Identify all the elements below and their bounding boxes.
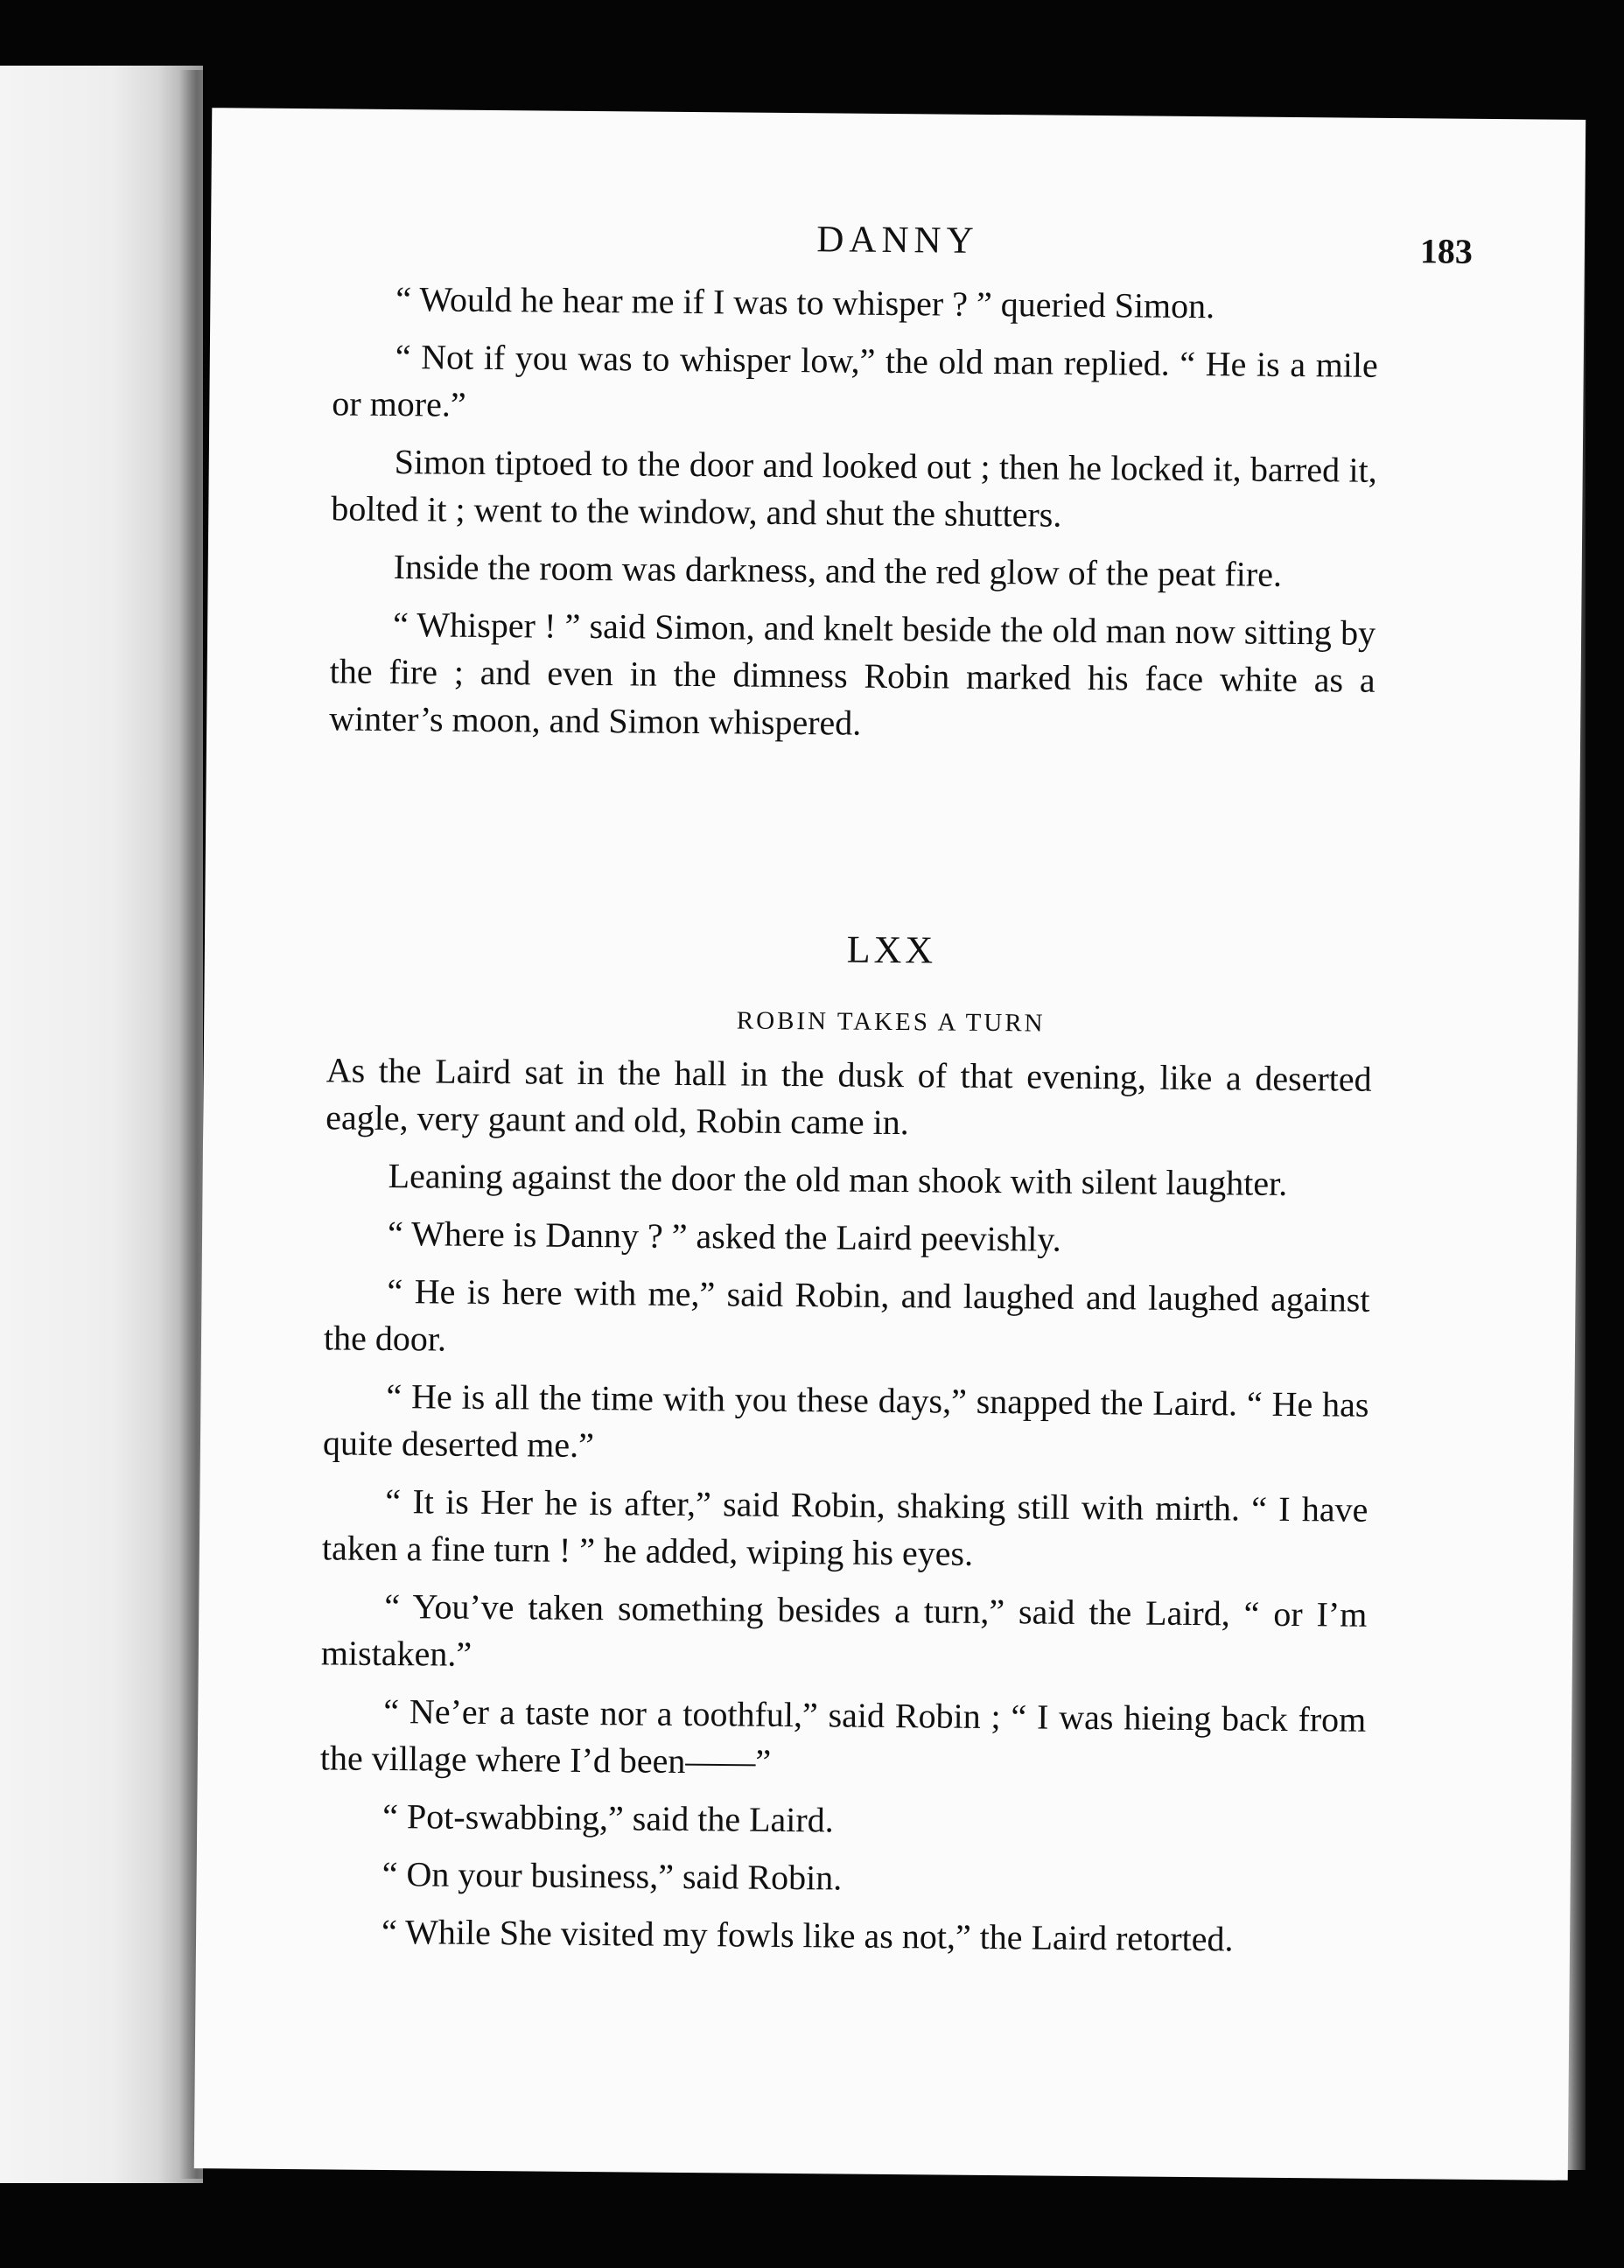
paragraph: As the Laird sat in the hall in the dusk of that evening, like a deserted eagle, very gaunt and old, Robin came in. — [326, 1050, 1372, 1143]
paragraph: “ Whisper ! ” said Simon, and knelt beside the old man now sitting by the fire ; and even in the dimness Robin marked his face white as a winter’s moon, and Simon whispered. — [329, 605, 1376, 743]
paragraph: Leaning against the door the old man shook with silent laughter. — [388, 1155, 1288, 1203]
paragraph: Simon tiptoed to the door and looked out ; then he locked it, barred it, bolted it ; went to the window, and shut the shutters. — [331, 442, 1377, 535]
paragraph: “ He is here with me,” said Robin, and laughed and laughed against the door. — [323, 1270, 1370, 1359]
paragraph: “ You’ve taken something besides a turn,” said the Laird, “ or I’m mistaken.” — [320, 1586, 1368, 1674]
paragraph: “ Not if you was to whisper low,” the old man replied. “ He is a mile or more.” — [332, 337, 1378, 424]
paragraph: “ On your business,” said Robin. — [382, 1853, 843, 1898]
running-title: DANNY — [816, 219, 979, 262]
page-number: 183 — [1419, 231, 1474, 271]
paragraph: Inside the room was darkness, and the red glow of the peat fire. — [393, 547, 1283, 594]
paragraph: “ It is Her he is after,” said Robin, shaking still with mirth. “ I have taken a fine turn ! ” he added, wiping his eyes. — [321, 1480, 1368, 1573]
chapter-number: LXX — [846, 928, 937, 972]
paragraph: “ Would he hear me if I was to whisper ? ” queried Simon. — [396, 279, 1215, 326]
chapter-text-block — [318, 1046, 1372, 1974]
book-page — [194, 108, 1586, 2180]
paragraph: “ Where is Danny ? ” asked the Laird peevishly. — [387, 1213, 1061, 1259]
paragraph: “ Ne’er a taste nor a toothful,” said Robin ; “ I was hieing back from the village where I’d been——” — [319, 1690, 1367, 1782]
paragraph: “ Pot-swabbing,” said the Laird. — [382, 1796, 834, 1840]
paragraph: “ While She visited my fowls like as not,” the Laird retorted. — [381, 1911, 1234, 1959]
running-head — [211, 213, 1585, 277]
chapter-title: ROBIN TAKES A TURN — [736, 1006, 1046, 1038]
paragraph: “ He is all the time with you these days,” snapped the Laird. “ He has quite deserted me.” — [322, 1376, 1369, 1466]
previous-page-edge — [0, 66, 203, 2183]
top-text-block — [329, 275, 1379, 761]
